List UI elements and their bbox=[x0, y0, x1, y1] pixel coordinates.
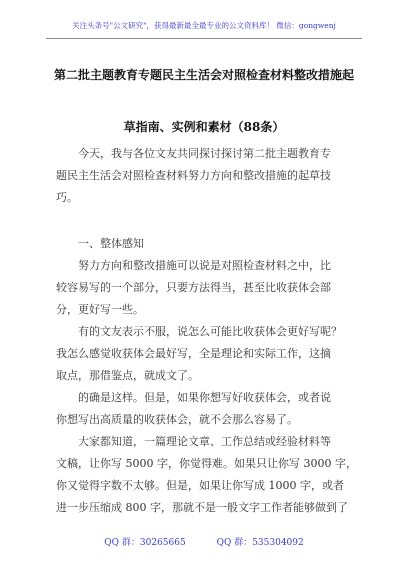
paragraph-line: 文稿，让你写 5000 字，你觉得难。如果只让你写 3000 字， bbox=[56, 457, 357, 470]
paragraph-response bbox=[56, 387, 356, 431]
header-banner: 关注头条号"公文研究"，获得最新最全最专业的公文资料库！ 微信：gongwenj bbox=[72, 21, 336, 30]
paragraph-line: 进一步压缩成 800 字，那就不是一般文字工作者能够做到了 bbox=[56, 501, 348, 514]
footer-qq-group-2: QQ 群：535304092 bbox=[216, 538, 304, 548]
paragraph-line: 巧。 bbox=[56, 191, 78, 204]
footer-contact bbox=[0, 535, 408, 548]
paragraph-line: 分，更好写一些。 bbox=[56, 303, 144, 316]
paragraph-line: 一、整体感知 bbox=[78, 237, 144, 250]
paragraph-objection bbox=[56, 321, 356, 387]
paragraph-line: 题民主生活会对照检查材料努力方向和整改措施的起草技 bbox=[56, 169, 331, 182]
paragraph-overview bbox=[56, 255, 356, 321]
paragraph-line: 的确是这样。但是，如果你想写好收获体会，或者说 bbox=[78, 391, 331, 404]
footer-qq-group-1: QQ 群：30265665 bbox=[104, 538, 186, 548]
paragraph-line: 大家都知道，一篇理论文章、工作总结或经验材料等 bbox=[78, 435, 331, 448]
paragraph-line: 你又觉得字数不太够。但是，如果让你写成 1000 字，或者 bbox=[56, 479, 344, 492]
paragraph-line: 努力方向和整改措施可以说是对照检查材料之中，比 bbox=[78, 259, 331, 272]
paragraph-line: 今天，我与各位文友共同探讨探讨第二批主题教育专 bbox=[78, 147, 331, 160]
paragraph-line: 取点，那借鉴点，就成文了。 bbox=[56, 369, 199, 382]
paragraph-line: 我怎么感觉收获体会最好写，全是理论和实际工作，这摘 bbox=[56, 347, 331, 360]
paragraph-example bbox=[56, 431, 356, 519]
paragraph-line: 较容易写的一个部分，只要方法得当，甚至比收获体会部 bbox=[56, 281, 331, 294]
document-title-line-1: 第二批主题教育专题民主生活会对照检查材料整改措施起 bbox=[53, 68, 354, 82]
header-divider bbox=[46, 38, 362, 39]
paragraph-line: 有的文友表示不服，说怎么可能比收获体会更好写呢？ bbox=[78, 325, 342, 338]
paragraph-line: 你想写出高质量的收获体会，就不会那么容易了。 bbox=[56, 413, 298, 426]
paragraph-intro bbox=[56, 143, 356, 209]
document-title-line-2: 草指南、实例和素材（88条） bbox=[123, 120, 285, 134]
section-heading bbox=[56, 233, 356, 255]
